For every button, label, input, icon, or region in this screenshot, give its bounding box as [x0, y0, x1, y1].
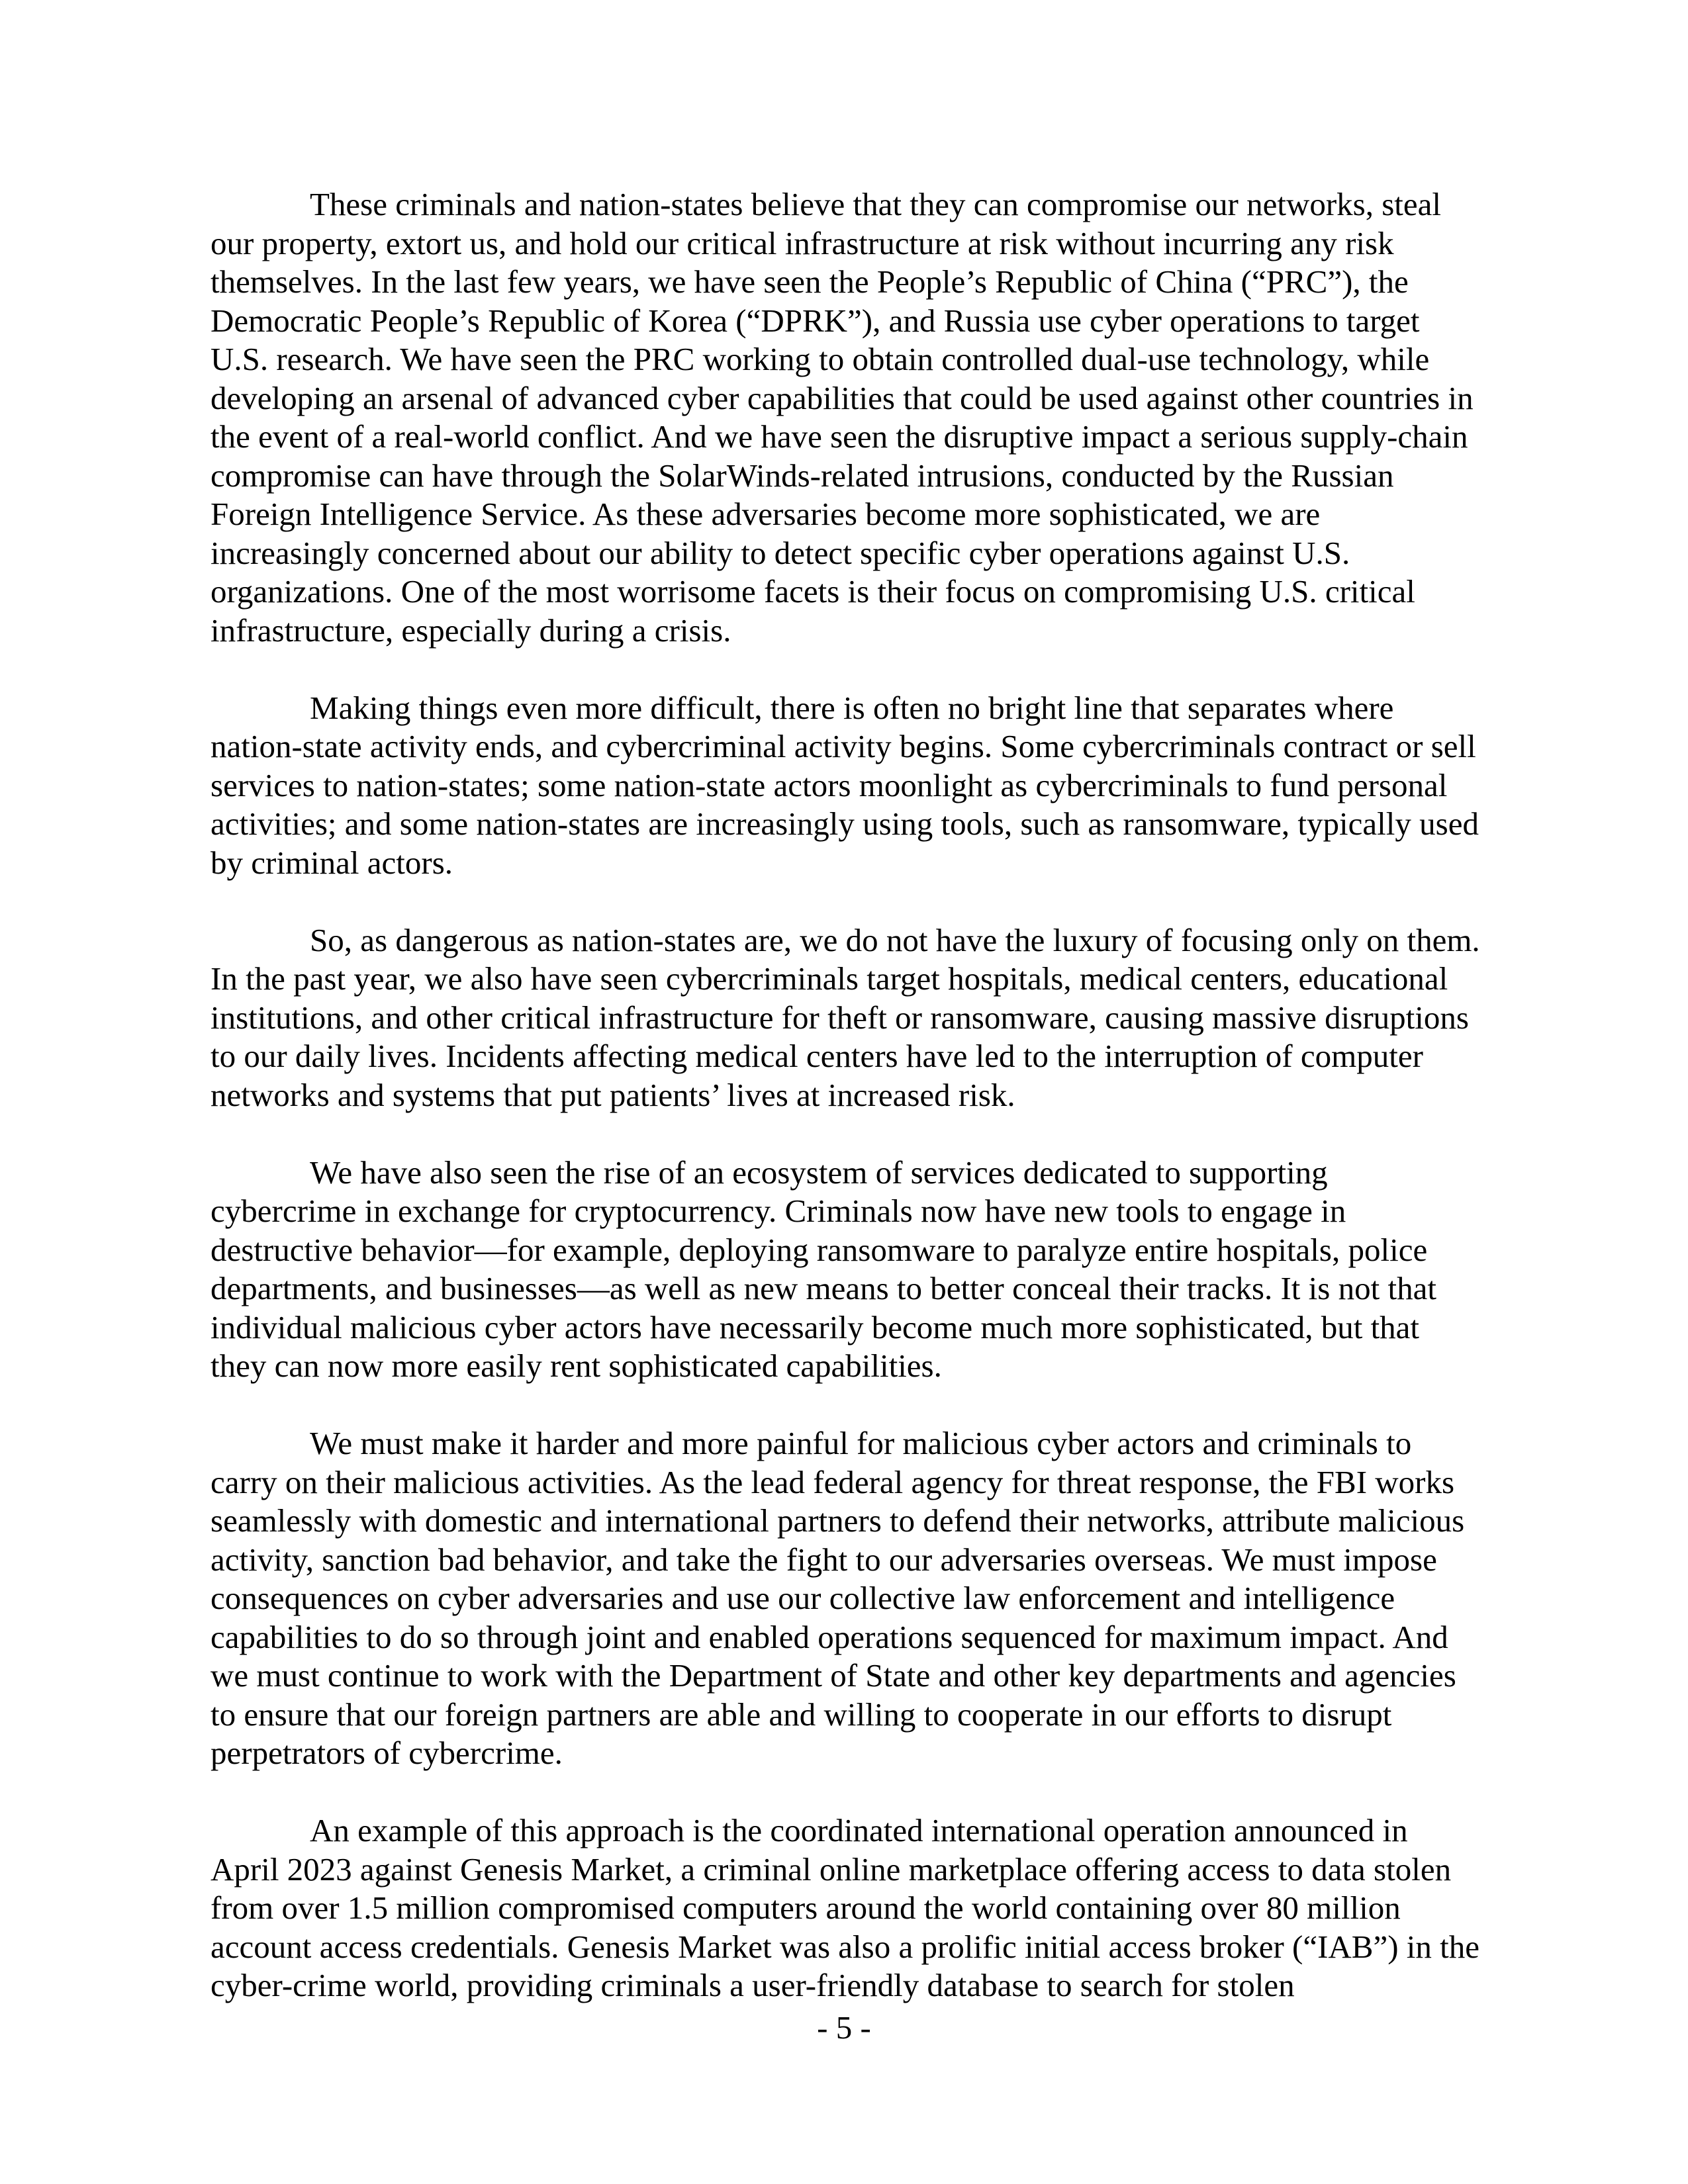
page-number: - 5 -: [817, 2009, 871, 2046]
paragraph-fbi-response: We must make it harder and more painful for malicious cyber actors and criminals to carry on their malicious activities. As the lead federal agency for threat response, the FBI works seamlessly with domestic and international partners to defend their networks, attribute malicious activity, sanction bad behavior, and take the fight to our adversaries overseas. We must impose consequences on cyber adversaries and use our collective law enforcement and intelligence capabilities to do so through joint and enabled operations sequenced for maximum impact. And we must continue to work with the Department of State and other key departments and agencies to ensure that our foreign partners are able and willing to cooperate in our efforts to disrupt perpetrators of cybercrime.: [211, 1425, 1465, 1771]
paragraph-cybercrime-ecosystem: We have also seen the rise of an ecosystem of services dedicated to supporting cybercrime in exchange for cryptocurrency. Criminals now have new tools to engage in destructive behavior—for example, deploying ransomware to paralyze entire hospitals, police departments, and businesses—as well as new means to better conceal their tracks. It is not that individual malicious cyber actors have necessarily become much more sophisticated, but that they can now more easily rent sophisticated capabilities.: [211, 1154, 1436, 1384]
paragraph-nation-state-threats: These criminals and nation-states believe that they can compromise our networks, steal our property, extort us, and hold our critical infrastructure at risk without incurring any risk themselves. In the last few years, we have seen the People’s Republic of China (“PRC”), the Democratic People’s Republic of Korea (“DPRK”), and Russia use cyber operations to target U.S. research. We have seen the PRC working to obtain controlled dual-use technology, while developing an arsenal of advanced cyber capabilities that could be used against other countries in the event of a real-world conflict. And we have seen the disruptive impact a serious supply-chain compromise can have through the SolarWinds-related intrusions, conducted by the Russian Foreign Intelligence Service. As these adversaries become more sophisticated, we are increasingly concerned about our ability to detect specific cyber operations against U.S. organizations. One of the most worrisome facets is their focus on compromising U.S. critical infrastructure, especially during a crisis.: [211, 186, 1474, 649]
paragraph-genesis-market: An example of this approach is the coordinated international operation announced in April 2023 against Genesis Market, a criminal online marketplace offering access to data stolen from over 1.5 million compromised computers around the world containing over 80 million account access credentials. Genesis Market was also a prolific initial access broker (“IAB”) in the cyber-crime world, providing criminals a user-friendly database to search for stolen: [211, 1812, 1480, 2003]
paragraph-cybercriminal-targets: So, as dangerous as nation-states are, we do not have the luxury of focusing only on them. In the past year, we also have seen cybercriminals target hospitals, medical centers, educational institutions, and other critical infrastructure for theft or ransomware, causing massive disruptions to our daily lives. Incidents affecting medical centers have led to the interruption of computer networks and systems that put patients’ lives at increased risk.: [211, 921, 1480, 1113]
paragraph-blurred-lines: Making things even more difficult, there is often no bright line that separates where nation-state activity ends, and cybercriminal activity begins. Some cybercriminals contract or sell services to nation-states; some nation-state actors moonlight as cybercriminals to fund personal activities; and some nation-states are increasingly using tools, such as ransomware, typically used by criminal actors.: [211, 689, 1479, 881]
body-text: [211, 185, 1481, 2044]
